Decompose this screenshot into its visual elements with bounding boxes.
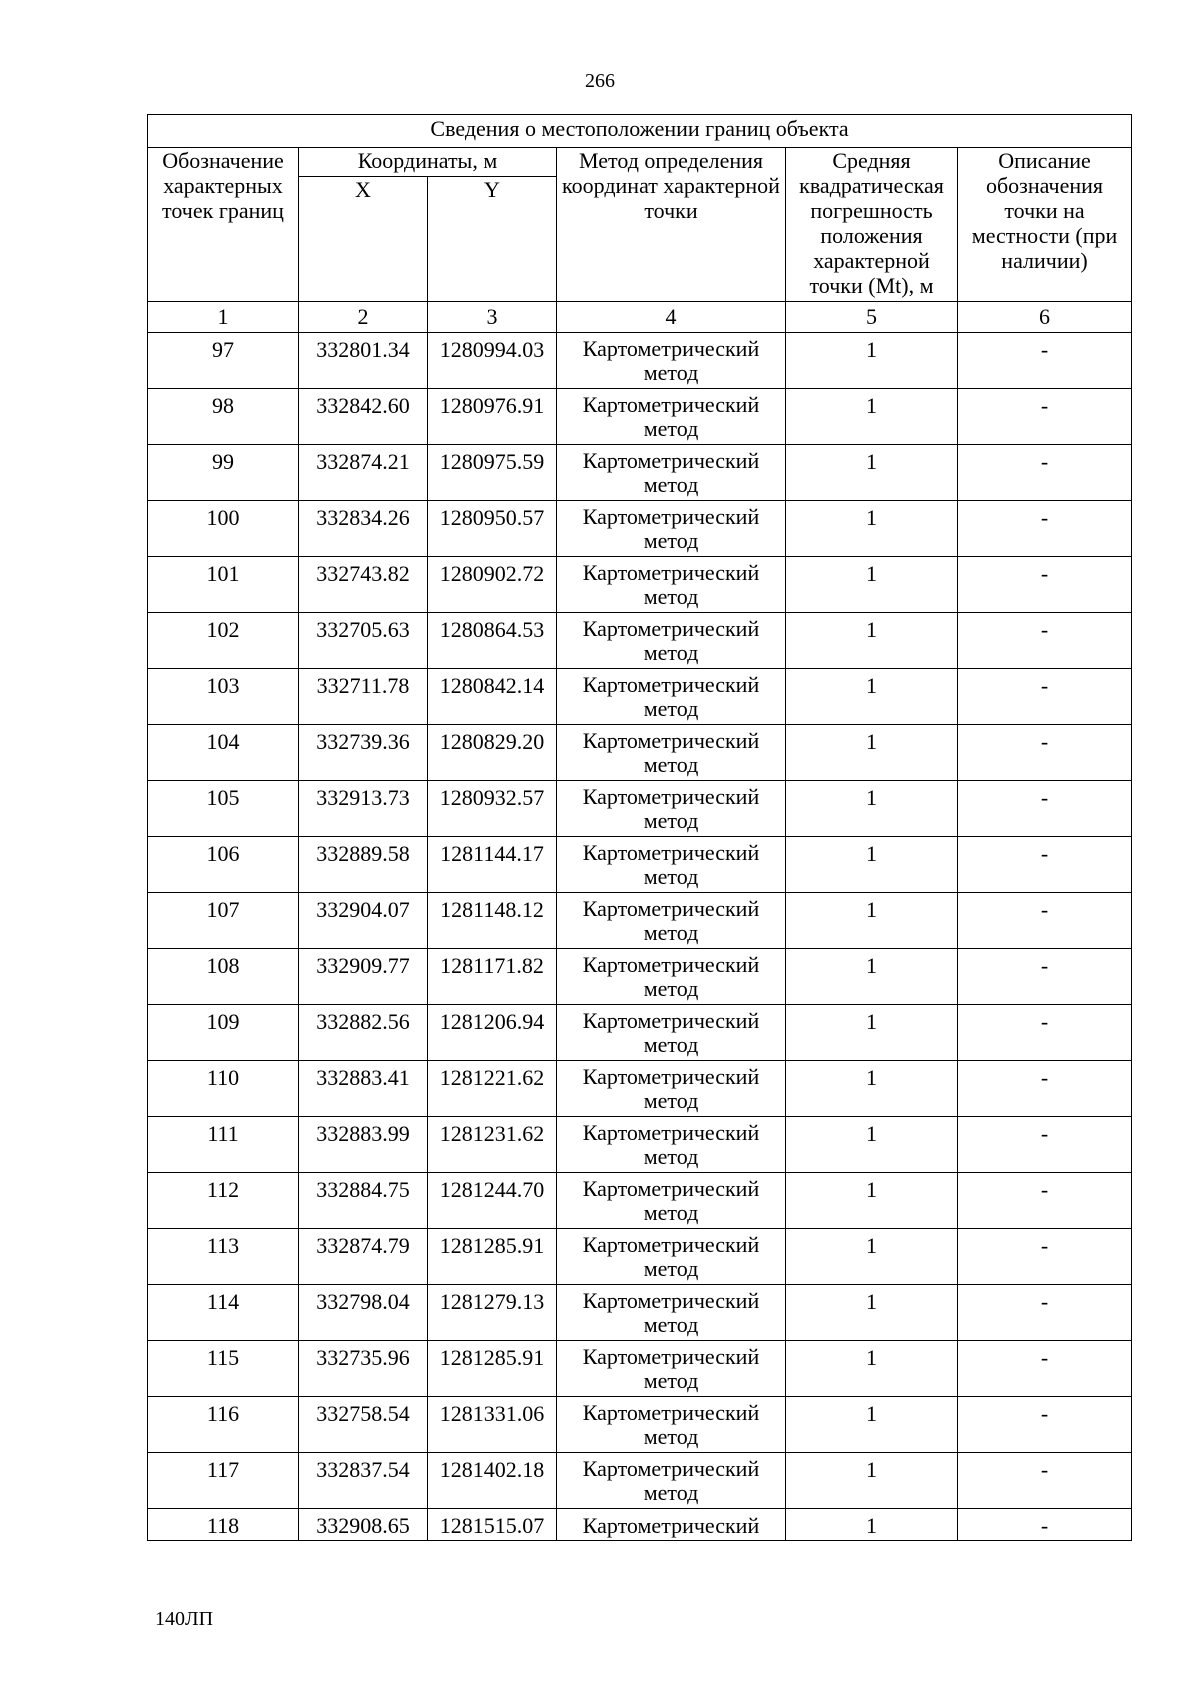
cell-error: 1 <box>786 837 958 893</box>
cell-method: Картометрический метод <box>557 501 786 557</box>
table-row <box>148 781 1132 837</box>
cell-point: 108 <box>148 949 299 1005</box>
cell-point: 98 <box>148 389 299 445</box>
cell-point: 110 <box>148 1061 299 1117</box>
cell-y: 1281148.12 <box>428 893 557 949</box>
cell-method: Картометрический метод <box>557 613 786 669</box>
table-row <box>148 1397 1132 1453</box>
cell-error: 1 <box>786 1117 958 1173</box>
table-row <box>148 1117 1132 1173</box>
cell-y: 1281144.17 <box>428 837 557 893</box>
cell-method: Картометрический метод <box>557 893 786 949</box>
table-row <box>148 1061 1132 1117</box>
cell-method: Картометрический метод <box>557 333 786 389</box>
cell-x: 332705.63 <box>299 613 428 669</box>
cell-y: 1280975.59 <box>428 445 557 501</box>
cell-method: Картометрический <box>557 1509 786 1541</box>
cell-description: - <box>958 1397 1132 1453</box>
cell-point: 106 <box>148 837 299 893</box>
cell-point: 112 <box>148 1173 299 1229</box>
column-number: 2 <box>299 302 428 333</box>
cell-point: 117 <box>148 1453 299 1509</box>
cell-error: 1 <box>786 669 958 725</box>
cell-x: 332801.34 <box>299 333 428 389</box>
cell-y: 1281331.06 <box>428 1397 557 1453</box>
cell-description: - <box>958 949 1132 1005</box>
table-row <box>148 725 1132 781</box>
cell-x: 332884.75 <box>299 1173 428 1229</box>
cell-description: - <box>958 333 1132 389</box>
cell-method: Картометрический метод <box>557 1341 786 1397</box>
cell-y: 1280994.03 <box>428 333 557 389</box>
table-row <box>148 557 1132 613</box>
cell-x: 332834.26 <box>299 501 428 557</box>
cell-error: 1 <box>786 1285 958 1341</box>
cell-method: Картометрический метод <box>557 949 786 1005</box>
cell-y: 1281221.62 <box>428 1061 557 1117</box>
cell-description: - <box>958 1229 1132 1285</box>
cell-x: 332909.77 <box>299 949 428 1005</box>
cell-error: 1 <box>786 1341 958 1397</box>
cell-error: 1 <box>786 1005 958 1061</box>
cell-method: Картометрический метод <box>557 725 786 781</box>
table-row <box>148 1005 1132 1061</box>
cell-y: 1281285.91 <box>428 1229 557 1285</box>
cell-description: - <box>958 445 1132 501</box>
cell-error: 1 <box>786 389 958 445</box>
cell-x: 332711.78 <box>299 669 428 725</box>
cell-method: Картометрический метод <box>557 1285 786 1341</box>
cell-error: 1 <box>786 1509 958 1541</box>
header-error: Средняя квадратическая погрешность положения характерной точки (Mt), м <box>786 148 958 302</box>
cell-x: 332874.21 <box>299 445 428 501</box>
column-number: 6 <box>958 302 1132 333</box>
column-numbers-row <box>148 302 1132 333</box>
table-row <box>148 669 1132 725</box>
cell-description: - <box>958 613 1132 669</box>
cell-y: 1280950.57 <box>428 501 557 557</box>
cell-y: 1281231.62 <box>428 1117 557 1173</box>
table-row <box>148 1509 1132 1541</box>
cell-method: Картометрический метод <box>557 669 786 725</box>
cell-error: 1 <box>786 613 958 669</box>
cell-description: - <box>958 1061 1132 1117</box>
cell-x: 332837.54 <box>299 1453 428 1509</box>
cell-point: 105 <box>148 781 299 837</box>
header-point: Обозначение характерных точек границ <box>148 148 299 302</box>
table-title: Сведения о местоположении границ объекта <box>148 115 1132 148</box>
cell-point: 116 <box>148 1397 299 1453</box>
cell-y: 1281279.13 <box>428 1285 557 1341</box>
cell-x: 332913.73 <box>299 781 428 837</box>
cell-method: Картометрический метод <box>557 557 786 613</box>
header-method: Метод определения координат характерной точки <box>557 148 786 302</box>
cell-point: 101 <box>148 557 299 613</box>
cell-y: 1281206.94 <box>428 1005 557 1061</box>
column-number: 3 <box>428 302 557 333</box>
cell-method: Картометрический метод <box>557 837 786 893</box>
cell-error: 1 <box>786 893 958 949</box>
cell-x: 332883.99 <box>299 1117 428 1173</box>
cell-point: 114 <box>148 1285 299 1341</box>
table-row <box>148 949 1132 1005</box>
cell-x: 332739.36 <box>299 725 428 781</box>
table-row <box>148 1229 1132 1285</box>
cell-error: 1 <box>786 1453 958 1509</box>
cell-description: - <box>958 1285 1132 1341</box>
cell-description: - <box>958 501 1132 557</box>
cell-error: 1 <box>786 725 958 781</box>
table-row <box>148 893 1132 949</box>
table-row <box>148 389 1132 445</box>
document-code: 140ЛП <box>155 1608 214 1630</box>
table-title-row <box>148 115 1132 148</box>
cell-description: - <box>958 557 1132 613</box>
column-number: 1 <box>148 302 299 333</box>
cell-point: 103 <box>148 669 299 725</box>
cell-description: - <box>958 1453 1132 1509</box>
cell-y: 1280902.72 <box>428 557 557 613</box>
header-x: X <box>299 177 428 302</box>
cell-method: Картометрический метод <box>557 1229 786 1285</box>
cell-point: 100 <box>148 501 299 557</box>
cell-y: 1280932.57 <box>428 781 557 837</box>
cell-description: - <box>958 669 1132 725</box>
cell-x: 332842.60 <box>299 389 428 445</box>
table-row <box>148 333 1132 389</box>
cell-y: 1280829.20 <box>428 725 557 781</box>
cell-point: 107 <box>148 893 299 949</box>
cell-point: 102 <box>148 613 299 669</box>
table-row <box>148 501 1132 557</box>
cell-point: 99 <box>148 445 299 501</box>
cell-method: Картометрический метод <box>557 1005 786 1061</box>
cell-y: 1281171.82 <box>428 949 557 1005</box>
cell-description: - <box>958 389 1132 445</box>
cell-description: - <box>958 893 1132 949</box>
cell-method: Картометрический метод <box>557 1397 786 1453</box>
cell-method: Картометрический метод <box>557 445 786 501</box>
cell-description: - <box>958 1117 1132 1173</box>
cell-method: Картометрический метод <box>557 1061 786 1117</box>
column-number: 4 <box>557 302 786 333</box>
table-row <box>148 1341 1132 1397</box>
table-row <box>148 445 1132 501</box>
table-row <box>148 613 1132 669</box>
cell-method: Картометрический метод <box>557 1117 786 1173</box>
table-row <box>148 1173 1132 1229</box>
cell-point: 97 <box>148 333 299 389</box>
header-y: Y <box>428 177 557 302</box>
cell-y: 1280864.53 <box>428 613 557 669</box>
cell-y: 1281402.18 <box>428 1453 557 1509</box>
header-coordinates: Координаты, м <box>299 148 557 177</box>
cell-error: 1 <box>786 1229 958 1285</box>
boundary-points-table <box>147 114 1132 1541</box>
cell-method: Картометрический метод <box>557 389 786 445</box>
cell-point: 118 <box>148 1509 299 1541</box>
cell-x: 332889.58 <box>299 837 428 893</box>
cell-error: 1 <box>786 501 958 557</box>
cell-x: 332908.65 <box>299 1509 428 1541</box>
cell-x: 332798.04 <box>299 1285 428 1341</box>
cell-method: Картометрический метод <box>557 1173 786 1229</box>
cell-description: - <box>958 1005 1132 1061</box>
cell-x: 332758.54 <box>299 1397 428 1453</box>
cell-y: 1281515.07 <box>428 1509 557 1541</box>
table-row <box>148 1453 1132 1509</box>
cell-x: 332874.79 <box>299 1229 428 1285</box>
cell-description: - <box>958 1173 1132 1229</box>
cell-x: 332882.56 <box>299 1005 428 1061</box>
cell-error: 1 <box>786 1397 958 1453</box>
cell-x: 332883.41 <box>299 1061 428 1117</box>
cell-error: 1 <box>786 333 958 389</box>
table-row <box>148 1285 1132 1341</box>
cell-y: 1281244.70 <box>428 1173 557 1229</box>
cell-description: - <box>958 725 1132 781</box>
cell-x: 332904.07 <box>299 893 428 949</box>
header-description: Описание обозначения точки на местности (при наличии) <box>958 148 1132 302</box>
cell-point: 109 <box>148 1005 299 1061</box>
cell-error: 1 <box>786 1061 958 1117</box>
cell-y: 1281285.91 <box>428 1341 557 1397</box>
cell-point: 111 <box>148 1117 299 1173</box>
cell-error: 1 <box>786 1173 958 1229</box>
cell-description: - <box>958 781 1132 837</box>
table-header-row <box>148 148 1132 177</box>
cell-y: 1280976.91 <box>428 389 557 445</box>
cell-x: 332735.96 <box>299 1341 428 1397</box>
cell-description: - <box>958 1509 1132 1541</box>
cell-point: 113 <box>148 1229 299 1285</box>
column-number: 5 <box>786 302 958 333</box>
cell-description: - <box>958 1341 1132 1397</box>
page-number: 266 <box>585 70 615 92</box>
cell-description: - <box>958 837 1132 893</box>
cell-error: 1 <box>786 781 958 837</box>
cell-error: 1 <box>786 557 958 613</box>
cell-error: 1 <box>786 949 958 1005</box>
cell-method: Картометрический метод <box>557 1453 786 1509</box>
cell-point: 104 <box>148 725 299 781</box>
cell-point: 115 <box>148 1341 299 1397</box>
cell-error: 1 <box>786 445 958 501</box>
cell-x: 332743.82 <box>299 557 428 613</box>
table-row <box>148 837 1132 893</box>
cell-y: 1280842.14 <box>428 669 557 725</box>
cell-method: Картометрический метод <box>557 781 786 837</box>
